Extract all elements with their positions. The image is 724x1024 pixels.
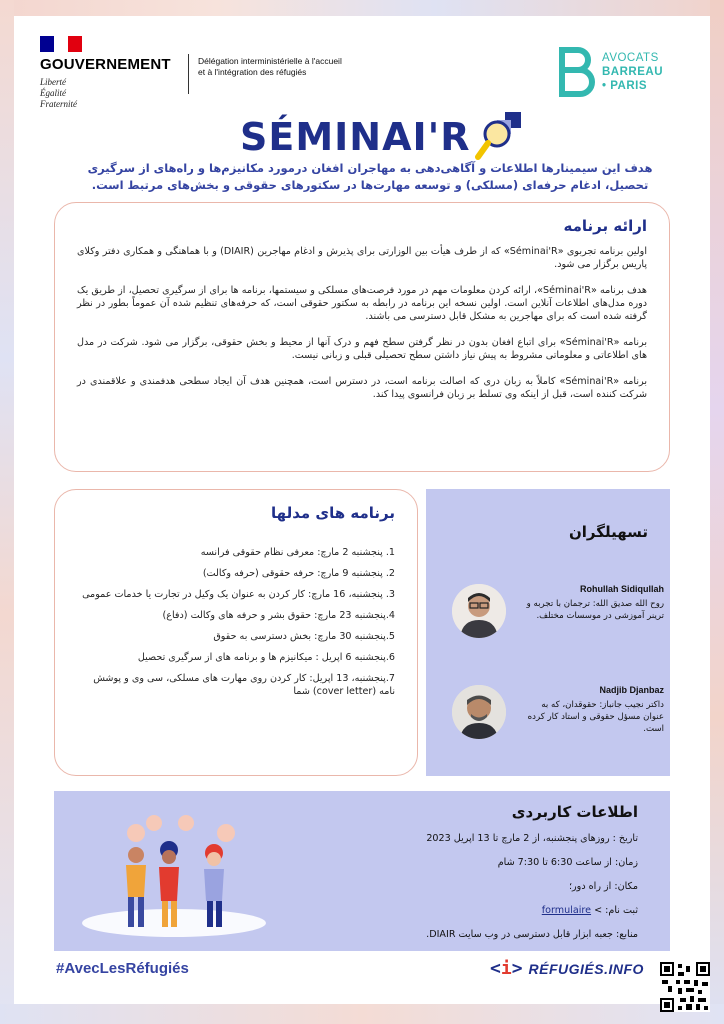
refugies-brand: RÉFUGIÉS.INFO	[528, 960, 644, 977]
list-item: 1. پنجشنبه 2 مارچ: معرفی نظام حقوقی فرانسه	[200, 547, 395, 558]
info-sources: منابع: جعبه ابزار قابل دسترسی در وب سایت DIAIR.	[426, 929, 638, 940]
barreau-line-1: AVOCATS	[602, 52, 659, 64]
barreau-line-2: BARREAU	[602, 66, 663, 78]
header-divider	[188, 54, 189, 94]
program-paragraph: برنامه «Séminai'R» برای اتباع افغان بدون در نظر گرفتن سطح فهم و درک آنها از محیط و بخش حقوقی، برگزار می شود. شرکت در مدل های اطلاعاتی و معلوماتی مشروط به پیش نیاز داشتن سطح تحصیلی قبلی و زبانی نیست.	[77, 337, 647, 361]
refugies-info-logo	[490, 958, 644, 979]
practical-info-panel	[54, 791, 670, 951]
info-title: اطلاعات کاربردی	[511, 803, 638, 821]
list-item: 4.پنجشنبه 23 مارچ: حقوق بشر و حرفه های وکالت (دفاع)	[162, 610, 395, 621]
avatar	[452, 584, 506, 638]
page-title: SÉMINAI'R	[240, 115, 471, 159]
decorative-frame-bottom	[0, 1004, 724, 1024]
title-block	[240, 112, 523, 162]
program-title: ارائه برنامه	[563, 217, 647, 235]
facilitator-name: Nadjib Djanbaz	[599, 685, 664, 695]
list-item: 7.پنجشنبه، 13 اپریل: کار کردن روی مهارت های مسلکی، سی وی و پوشش نامه (cover letter) شما	[93, 673, 395, 697]
avatar	[452, 685, 506, 739]
barreau-line-3: • PARIS	[602, 80, 648, 92]
people-talking-illustration	[74, 805, 274, 945]
facilitator-description: داکتر نجیب جانباز: حقوقدان، که به عنوان مسؤل حقوقی و استاد کار کرده است.	[527, 700, 664, 734]
magnifier-icon	[475, 112, 523, 162]
barreau-paris-logo	[558, 46, 663, 98]
delegation-name: Délégation interministérielle à l'accueil et à l'intégration des réfugiés	[198, 56, 342, 77]
decorative-frame-left	[0, 0, 14, 1024]
info-registration	[542, 905, 638, 916]
info-place: مکان: از راه دور؛	[569, 881, 638, 892]
government-motto: Liberté Égalité Fraternité	[40, 77, 77, 109]
decorative-frame-top	[0, 0, 724, 16]
code-brackets-icon: <i>	[490, 958, 523, 979]
government-logo	[40, 36, 171, 110]
list-item: 2. پنجشنبه 9 مارچ: حرفه حقوقی (حرفه وکالت)	[202, 568, 395, 579]
facilitator-description: روح الله صدیق الله: ترجمان با تجربه و ترینر آموزشی در موسسات مختلف.	[526, 599, 664, 621]
french-flag-icon	[40, 36, 82, 52]
intro-text: هدف این سیمینارها اطلاعات و آگاهی‌دهی به مهاجران افغان درمورد مکانیزم‌ها و راه‌های از سرگیری تحصیل، ادغام حرفه‌ای (مسلکی) و توسعه مهارت‌ها در سکتورهای حقوقی و بخش‌های مرتبط است.	[87, 161, 653, 192]
program-presentation-card	[54, 202, 670, 472]
qr-code-icon[interactable]	[660, 962, 710, 1012]
facilitator-name: Rohullah Sidiqullah	[580, 584, 664, 594]
program-paragraph: هدف برنامه «Séminai'R»، ارائه کردن معلومات مهم در مورد فرصت‌های مسلکی و سیستمها، برنامه ها برای از سرگیری تحصیل، از طریق یک دوره مدل‌های اطلاعات آنلاین است. اولین نسخه این برنامه در رابطه به سکتور حقوقی است، که حرفه‌های تنظیم شده آن عموماً بطور در نظر گرفته شده است که برای مهاجرین به مشکل قابل دسترسی می باشند.	[77, 285, 647, 322]
barreau-b-icon	[558, 46, 596, 98]
info-date: تاریخ : روزهای پنجشنبه، از 2 مارچ تا 13 اپریل 2023	[426, 833, 638, 844]
program-paragraph: اولین برنامه تجربوی «Séminai'R» که از طرف هیأت بین الوزارتی برای پذیرش و ادغام مهاجرین (DIAIR) و با هماهنگی و همکاری دفتر وکلای پاریس برگزار می شود.	[77, 246, 647, 270]
list-item: 6.پنجشنبه 6 اپریل : میکانیزم ها و برنامه های از سرگیری تحصیل	[137, 652, 395, 663]
info-time: زمان: از ساعت 6:30 تا 7:30 شام	[497, 857, 638, 868]
modules-title: برنامه های مدلها	[271, 504, 395, 522]
list-item: 5.پنجشنبه 30 مارچ: بخش دسترسی به حقوق	[213, 631, 395, 642]
facilitators-title: تسهیلگران	[568, 523, 648, 541]
decorative-frame-right	[710, 0, 724, 1024]
registration-label: ثبت نام: >	[591, 905, 638, 916]
list-item: 3. پنجشنبه، 16 مارچ: کار کردن به عنوان یک وکیل در تجارت یا خدمات عمومی	[82, 589, 395, 600]
modules-list	[55, 544, 417, 698]
modules-card	[54, 489, 418, 776]
government-name: GOUVERNEMENT	[40, 56, 171, 73]
hashtag: #AvecLesRéfugiés	[56, 960, 189, 977]
program-paragraph: برنامه «Séminai'R» کاملاً به زبان دری که اصالت برنامه است، در دسترس است، همچنین هدف آن ایجاد سطحی هدفمندی و علاقمندی در شرکت کننده است، قبل از اینکه وی تسلط بر زبان فرانسوی پیدا کند.	[77, 376, 647, 400]
registration-link[interactable]: formulaire	[541, 905, 592, 916]
